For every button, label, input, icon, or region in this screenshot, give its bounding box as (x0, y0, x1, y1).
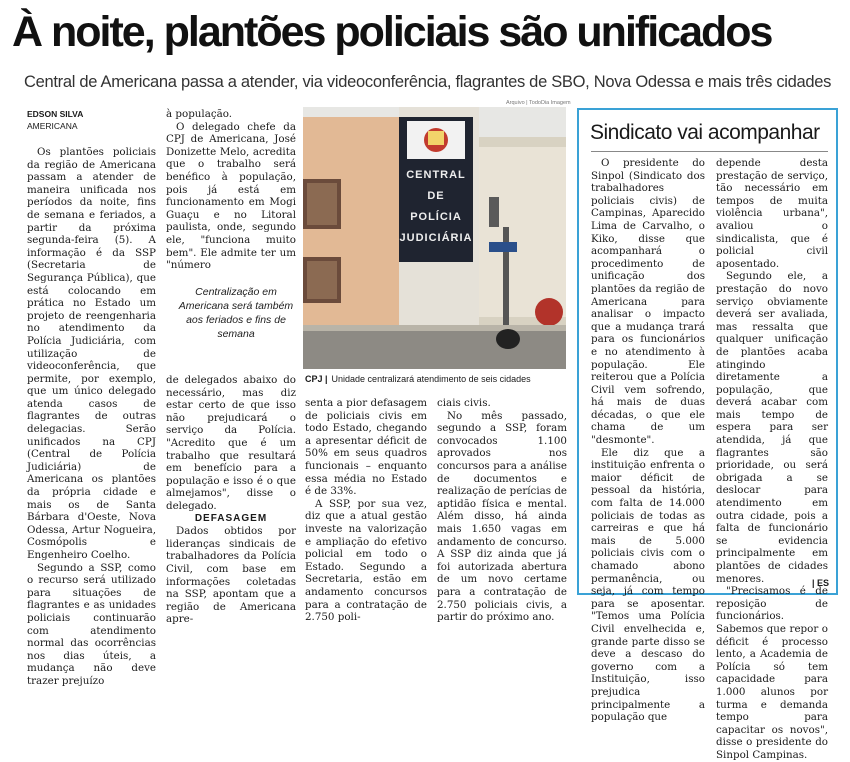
paragraph: Ele diz que a instituição enfrenta o maior déficit de pessoal da história, com falta de 14.000 policiais de todas as carreiras e que há mais de 5.000 policiais civis com o chamado abono permanência, ou seja, já com tempo para se aposentar. "Temos uma Polícia Civil envelhecida e, grande parte disso se deve a descaso do governo com a Instituição, isso prejudica principalmente a população que (591, 446, 705, 724)
paragraph: Segundo a SSP, como o recurso será utilizado para situações de flagrantes e as unidades policiais continuarão com atendimento normal das ocorrências nos dias úteis, a mudança não deve trazer prejuízo (27, 561, 156, 687)
sidebar-column-1 (591, 157, 705, 724)
paragraph: senta a pior defasagem de policiais civis em todo Estado, chegando a apresentar déficit de 50% em seus quadros funcionais – enquanto essa média no Estado é de 33%. (305, 397, 427, 498)
headline: À noite, plantões policiais são unificados (12, 8, 772, 56)
sidebar-column-2 (716, 157, 828, 762)
paragraph: à população. (166, 108, 233, 120)
caption-text: Unidade centralizará atendimento de seis cidades (331, 374, 531, 384)
section-head: DEFASAGEM (194, 512, 268, 524)
sidebar-title: Sindicato vai acompanhar (590, 121, 820, 144)
paragraph: O delegado chefe da CPJ de Americana, José Donizette Melo, acredita que o trabalho será benéfico à população, pois já está em funcionamento em Mogi Guaçu e no Litoral paulista, onde, segundo ele, "funciona muito bem". Ele admite ter um "número (166, 120, 296, 272)
building-sign (399, 165, 473, 249)
photo-caption (305, 374, 567, 384)
paragraph: depende desta prestação de serviço, tão necessário em tempos de muita violência urbana", avaliou o sindicalista, que é policial civil aposentado. (716, 157, 828, 270)
sign-line: CENTRAL (406, 169, 466, 181)
article-column-2-top (166, 108, 296, 272)
article-column-3 (305, 397, 427, 624)
paragraph: ciais civis. (437, 397, 491, 409)
paragraph: O presidente do Sinpol (Sindicato dos trabalhadores policiais civis) de Campinas, Aparecido Lima de Carvalho, o Kiko, disse que acompanhará o procedimento de unificação dos plantões da região de Americana para analisar o impacto que a mudança trará para os funcionários e no atendimento à população. Ele reiterou que a Polícia Civil vem sofrendo, há mais de duas décadas, o que ele chama de um "desmonte". (591, 157, 705, 447)
byline-place: AMERICANA (27, 121, 78, 131)
paragraph: Dados obtidos por lideranças sindicais de trabalhadores da Polícia Civil, com base em informações coletadas na SSP, apontam que a região de Americana apre- (166, 525, 296, 626)
paragraph: No mês passado, segundo a SSP, foram convocados 1.100 aprovados nos concursos para a análise de documentos e realização de perícias de aptidão física e mental. Além disso, há ainda mais 1.650 vagas em andamento de concurso. A SSP diz ainda que já foi autorizada abertura de um novo certame para a contratação de 2.750 policiais civis, a partir do próximo ano. (437, 409, 567, 624)
byline (27, 108, 83, 132)
pull-quote: Centralização em Americana será também aos feriados e fins de semana (178, 286, 294, 340)
byline-author: EDSON SILVA (27, 109, 84, 119)
subheadline: Central de Americana passa a atender, via videoconferência, flagrantes de SBO, Nova Odessa e mais três cidades (24, 73, 832, 91)
paragraph: "Precisamos é de reposição de funcionários. Sabemos que repor o déficit é processo lento, a Academia de Polícia só tem capacidade para 1.000 alunos por turma e demanda tempo para capacitar os novos", disse o presidente do Sinpol Campinas. (716, 585, 828, 761)
photo-credit: Arquivo | TodoDia Imagem (506, 100, 571, 106)
paragraph: Segundo ele, a prestação do novo serviço obviamente deverá ser avaliada, mas ressalta que qualquer unificação de plantões acaba atingindo diretamente a população, que deverá acabar com mais tempo de espera para ser atendida, já que flagrantes são prioridade, ou será obrigada a se deslocar para atendimento em outra cidade, pois a falta de funcionário se evidencia principalmente em plantões de cidades menores. (716, 270, 828, 585)
sign-line: POLÍCIA (410, 211, 462, 223)
signature: | ES (812, 578, 830, 588)
paragraph: A SSP, por sua vez, diz que a atual gestão investe na valorização e ampliação do efetivo policial em todo o Estado. Segundo a Secretaria, estão em andamento concursos para a contratação de 2.750 poli- (305, 497, 427, 624)
paragraph: Os plantões policiais da região de Americana passam a atender de maneira unificada nos períodos da noite, fins de semana e feriados, a partir da próxima segunda-feira (5). A informação é da SSP (Secretaria de Segurança Pública), que está colocando em prática no Estado um projeto de reengenharia no atendimento da Polícia Judiciária, com utilização de videoconferência, que permite, por exemplo, que um único delegado atenda casos de flagrantes de outras delegacias. Serão unificados na CPJ (Central de Polícia Judiciária) de Americana os plantões da própria cidade e mais os de Santa Bárbara d'Oeste, Nova Odessa, Artur Nogueira, Cosmópolis e Engenheiro Coelho. (27, 146, 156, 561)
article-column-2-bottom-text (166, 374, 296, 626)
article-column-4 (437, 397, 567, 624)
article-column-1 (27, 146, 156, 688)
caption-tag: CPJ | (305, 374, 328, 384)
sign-line: JUDICIÁRIA (399, 232, 473, 244)
sign-line: DE (427, 190, 445, 202)
paragraph: de delegados abaixo do necessário, mas diz estar certo de que isso não prejudicará o serviço da Polícia. "Acredito que é um trabalho que resultará em benefício para a população e isso é o que almejamos", disse o delegado. (166, 374, 296, 512)
photo-police-building (303, 107, 566, 369)
divider (591, 151, 828, 152)
